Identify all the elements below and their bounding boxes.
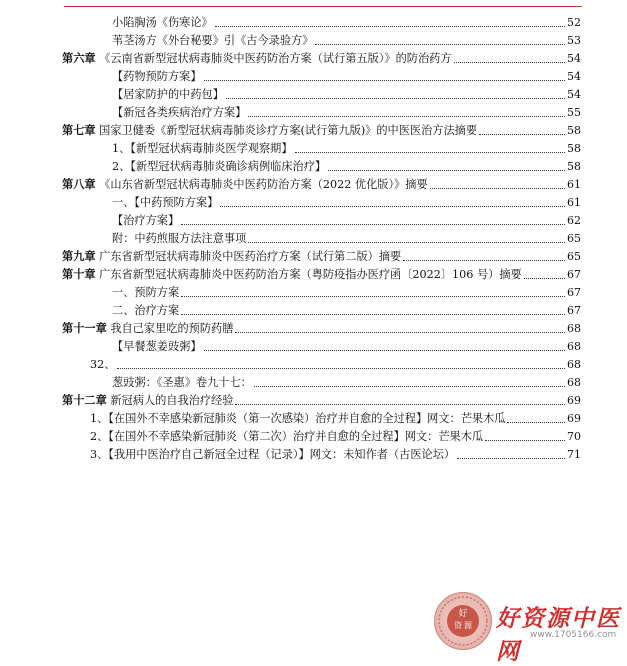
toc-entry-page: 68: [567, 340, 581, 353]
header-rule: [64, 6, 582, 7]
dot-leader: [454, 62, 565, 63]
toc-entry-title: 我自己家里吃的预防药膳: [110, 322, 234, 335]
watermark-brand: 好资源中医网: [496, 606, 621, 665]
toc-entry-page: 61: [567, 196, 581, 209]
toc-entry-title: 【药物预防方案】: [112, 70, 202, 83]
watermark-seal-logo: [434, 592, 492, 650]
dot-leader: [235, 332, 565, 333]
toc-entry-page: 62: [567, 214, 581, 227]
toc-entry[interactable]: [90, 356, 581, 372]
toc-entry-page: 54: [567, 52, 581, 65]
toc-entry-page: 68: [567, 358, 581, 371]
toc-chapter-entry[interactable]: [62, 176, 581, 192]
toc-entry-title: 国家卫健委《新型冠状病毒肺炎诊疗方案(试行第九版)》的中医医治方法摘要: [99, 124, 478, 137]
toc-entry-title: 3、【我用中医治疗自己新冠全过程（记录）】网文：未知作者（古医论坛）: [90, 448, 456, 461]
chapter-number: 第七章: [62, 123, 96, 137]
toc-chapter-entry[interactable]: [62, 266, 581, 282]
toc-chapter-entry[interactable]: [62, 320, 581, 336]
toc-entry[interactable]: [90, 410, 581, 426]
toc-entry[interactable]: [112, 230, 581, 246]
dot-leader: [485, 440, 565, 441]
toc-entry-page: 55: [567, 106, 581, 119]
toc-entry-title: 《山东省新型冠状病毒肺炎中医药防治方案（2022 优化版）》摘要: [99, 178, 428, 191]
toc-entry-page: 70: [567, 430, 581, 443]
toc-entry-page: 69: [567, 394, 581, 407]
site-watermark: [432, 590, 627, 665]
toc-entry-page: 61: [567, 178, 581, 191]
toc-entry-title: 一、【中药预防方案】: [112, 196, 219, 209]
toc-entry-title: 广东省新型冠状病毒肺炎中医药治疗方案（试行第二版）摘要: [99, 250, 402, 263]
dot-leader: [457, 458, 565, 459]
toc-entry-title: 1、【在国外不幸感染新冠肺炎（第一次感染）治疗并自愈的全过程】网文：芒果木瓜: [90, 412, 506, 425]
toc-entry[interactable]: [112, 86, 581, 102]
chapter-number: 第八章: [62, 177, 96, 191]
toc-entry-title: 一、预防方案: [112, 286, 180, 299]
dot-leader: [204, 80, 565, 81]
toc-chapter-entry[interactable]: [62, 50, 581, 66]
dot-leader: [215, 26, 565, 27]
dot-leader: [295, 152, 565, 153]
dot-leader: [328, 170, 565, 171]
dot-leader: [181, 224, 565, 225]
toc-chapter-entry[interactable]: [62, 248, 581, 264]
toc-entry[interactable]: [112, 68, 581, 84]
toc-entry[interactable]: [112, 32, 581, 48]
toc-entry[interactable]: [112, 284, 581, 300]
toc-entry[interactable]: [90, 428, 581, 444]
toc-entry-title: 二、治疗方案: [112, 304, 180, 317]
toc-entry-page: 54: [567, 88, 581, 101]
dot-leader: [315, 44, 565, 45]
toc-entry-title: 2、【新型冠状病毒肺炎确诊病例临床治疗】: [112, 160, 327, 173]
toc-entry-page: 68: [567, 322, 581, 335]
toc-entry[interactable]: [112, 158, 581, 174]
dot-leader: [181, 296, 565, 297]
toc-entry[interactable]: [112, 194, 581, 210]
seal-ornament-icon: [435, 593, 491, 649]
toc-entry[interactable]: [90, 446, 581, 462]
dot-leader: [403, 260, 565, 261]
dot-leader: [117, 368, 565, 369]
chapter-number: 第十二章: [62, 393, 107, 407]
dot-leader: [235, 404, 565, 405]
toc-entry-page: 67: [567, 304, 581, 317]
toc-entry[interactable]: [112, 104, 581, 120]
toc-chapter-entry[interactable]: [62, 122, 581, 138]
chapter-number: 第九章: [62, 249, 96, 263]
chapter-number: 第十一章: [62, 321, 107, 335]
toc-entry-page: 54: [567, 70, 581, 83]
toc-entry[interactable]: [112, 374, 581, 390]
toc-entry-page: 71: [567, 448, 581, 461]
svg-text:源: 源: [464, 621, 472, 630]
chapter-number: 第十章: [62, 267, 96, 281]
toc-entry-title: 【新冠各类疾病治疗方案】: [112, 106, 247, 119]
toc-entry-page: 58: [567, 142, 581, 155]
toc-entry-page: 65: [567, 250, 581, 263]
toc-chapter-entry[interactable]: [62, 392, 581, 408]
dot-leader: [479, 134, 565, 135]
toc-entry-title: 附：中药煎服方法注意事项: [112, 232, 247, 245]
svg-text:好: 好: [458, 609, 468, 619]
watermark-url: www.1705166.com: [530, 630, 617, 640]
toc-entry-title: 【治疗方案】: [112, 214, 180, 227]
toc-entry-page: 65: [567, 232, 581, 245]
dot-leader: [248, 116, 565, 117]
toc-entry-page: 58: [567, 124, 581, 137]
dot-leader: [226, 98, 565, 99]
dot-leader: [248, 242, 565, 243]
dot-leader: [254, 386, 565, 387]
chapter-number: 第六章: [62, 51, 96, 65]
toc-entry[interactable]: [112, 14, 581, 30]
toc-entry-title: 葱豉粥：《圣惠》卷九十七：: [112, 376, 252, 389]
toc-entry[interactable]: [112, 338, 581, 354]
toc-entry-title: 1、【新型冠状病毒肺炎医学观察期】: [112, 142, 293, 155]
dot-leader: [181, 314, 565, 315]
toc-entry-page: 67: [567, 286, 581, 299]
dot-leader: [430, 188, 565, 189]
toc-entry-page: 58: [567, 160, 581, 173]
toc-entry-title: 32、: [90, 358, 116, 371]
toc-entry-page: 69: [567, 412, 581, 425]
toc-entry-title: 【居家防护的中药包】: [112, 88, 224, 101]
toc-entry-page: 68: [567, 376, 581, 389]
toc-entry-title: 苇茎汤方《外台秘要》引《古今录验方》: [112, 34, 314, 47]
toc-entry[interactable]: [112, 302, 581, 318]
toc-entry[interactable]: [112, 140, 581, 156]
svg-text:资: 资: [454, 621, 462, 630]
dot-leader: [220, 206, 565, 207]
toc-entry-title: 广东省新型冠状病毒肺炎中医药防治方案（粤防疫指办医疗函〔2022〕106 号）摘要: [99, 268, 522, 281]
toc-entry-page: 53: [567, 34, 581, 47]
toc-entry-title: 2、【在国外不幸感染新冠肺炎（第二次）治疗并自愈的全过程】网文：芒果木瓜: [90, 430, 484, 443]
toc-entry-title: 《云南省新型冠状病毒肺炎中医药防治方案（试行第五版）》的防治药方: [99, 52, 452, 65]
toc-entry-page: 52: [567, 16, 581, 29]
toc-entry-title: 新冠病人的自我治疗经验: [110, 394, 234, 407]
toc-entry[interactable]: [112, 212, 581, 228]
toc-entry-title: 小陷胸汤《伤寒论》: [112, 16, 213, 29]
dot-leader: [524, 278, 565, 279]
toc-entry-title: 【早餐葱姜豉粥】: [112, 340, 202, 353]
dot-leader: [204, 350, 565, 351]
toc-entry-page: 67: [567, 268, 581, 281]
dot-leader: [507, 422, 565, 423]
